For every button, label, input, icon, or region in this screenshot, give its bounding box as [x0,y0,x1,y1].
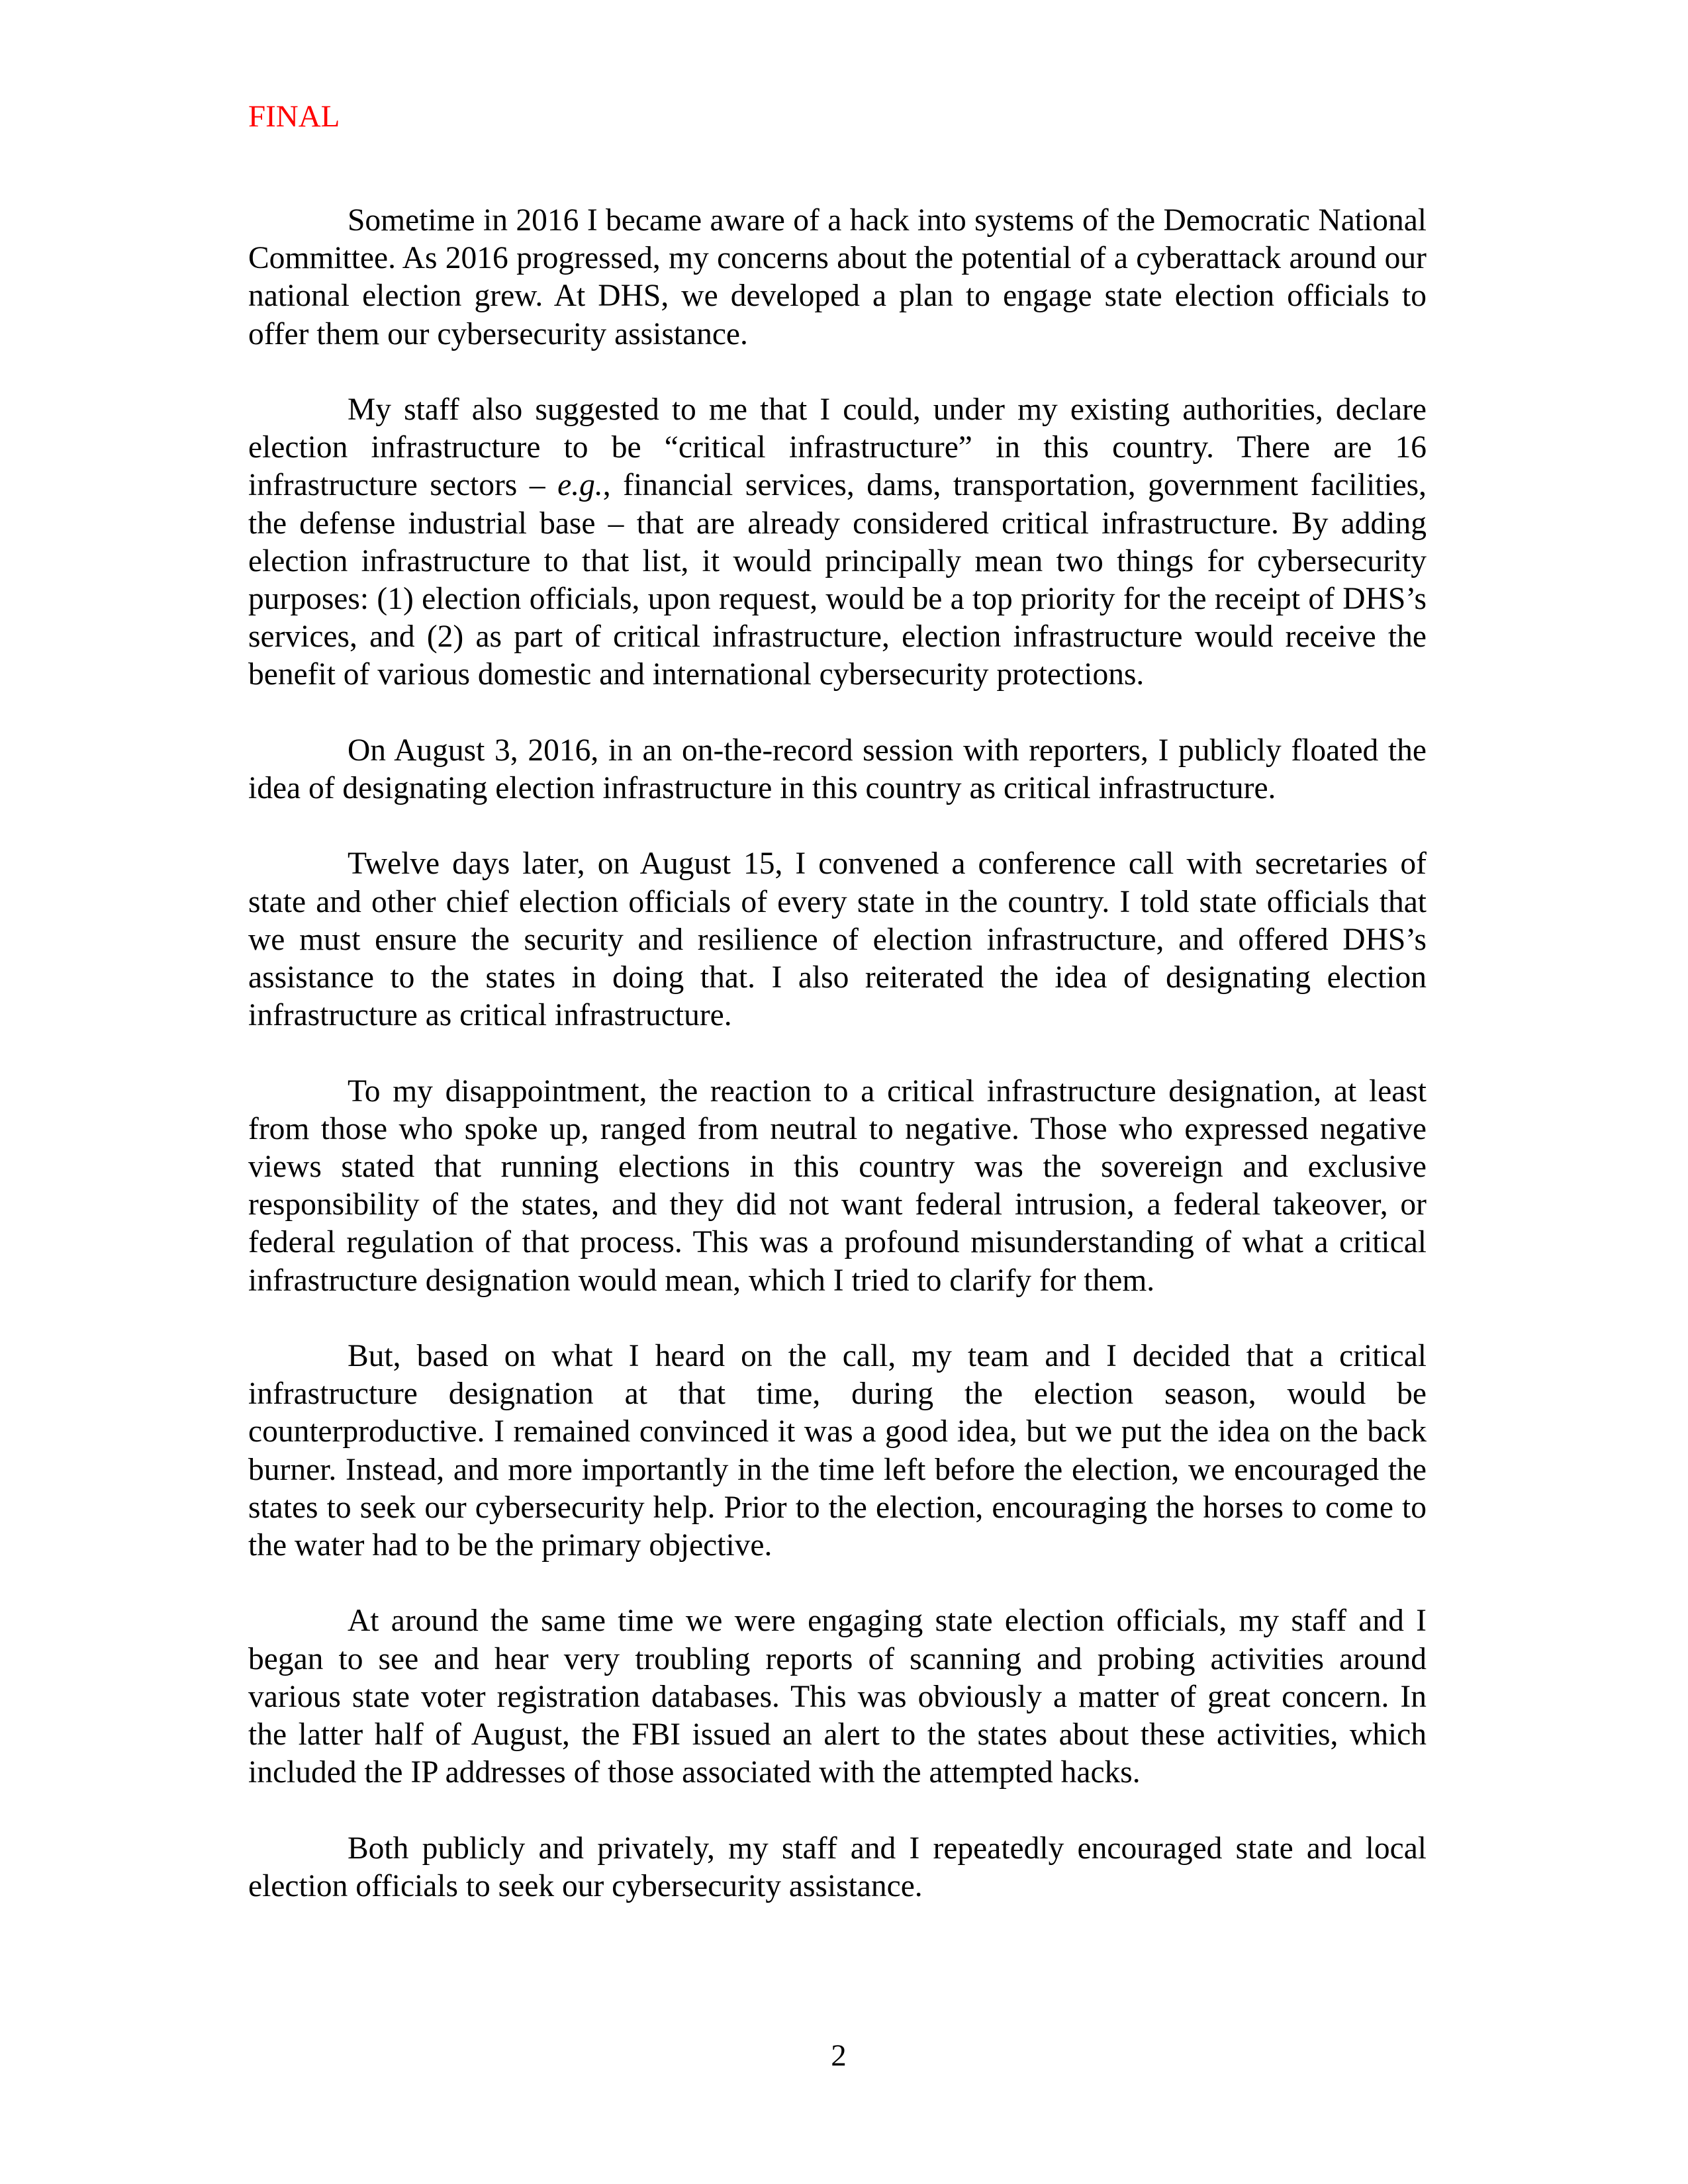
paragraph-text: Both publicly and privately, my staff and I repeatedly encouraged state and local election officials to seek our cybersecurity assistance. [248,1831,1427,1903]
paragraph-scanning-probing [248,1602,1427,1792]
page-number [0,2037,1688,2075]
italic-eg: e.g. [557,468,603,503]
paragraph-text: On August 3, 2016, in an on-the-record session with reporters, I publicly floated the idea of designating election infrastructure in this country as critical infrastructure. [248,733,1427,806]
paragraph-text: To my disappointment, the reaction to a critical infrastructure designation, at least from those who spoke up, ranged from neutral to negative. Those who expressed negative views stated that running elections in this country was the sovereign and exclusive responsibility of the states, and they did not want federal intrusion, a federal takeover, or federal regulation of that process. This was a profound misunderstanding of what a critical infrastructure designation would mean, which I tried to clarify for them. [248,1073,1427,1298]
paragraph-text: But, based on what I heard on the call, my team and I decided that a critical infrastructure designation at that time, during the election season, would be counterproductive. I remained convinced it was a good idea, but we put the idea on the back burner. Instead, and more importantly in the time left before the election, we encouraged the states to seek our cybersecurity help. Prior to the election, encouraging the horses to come to the water had to be the primary objective. [248,1339,1427,1563]
paragraph-august-15 [248,845,1427,1034]
paragraph-text: Sometime in 2016 I became aware of a hack into systems of the Democratic National Committee. As 2016 progressed, my concerns about the potential of a cyberattack around our national election grew. At DHS, we developed a plan to engage state election officials to offer them our cybersecurity assistance. [248,203,1427,351]
paragraph-back-burner [248,1338,1427,1565]
paragraph-text: My staff also suggested to me that I could, under my existing authorities, declare election infrastructure to be “critical infrastructure” in this country. There are 16 infrastructure sectors – [248,392,1427,503]
paragraph-disappointment [248,1073,1427,1300]
paragraph-text: At around the same time we were engaging state election officials, my staff and I began to see and hear very troubling reports of scanning and probing activities around various state voter registration databases. This was obviously a matter of great concern. In the latter half of August, the FBI issued an alert to the states about these activities, which included the IP addresses of those associated with the attempted hacks. [248,1604,1427,1790]
paragraph-august-3 [248,732,1427,807]
paragraph-critical-infrastructure [248,391,1427,694]
paragraph-encouraged-assistance [248,1830,1427,1905]
page-number-text: 2 [831,2038,847,2073]
paragraph-text: , financial services, dams, transportation, government facilities, the defense industrial base – that are already considered critical infrastructure. By adding election infrastructure to that list, it would principally mean two things for cybersecurity purposes: (1) election officials, upon request, would be a top priority for the receipt of DHS’s services, and (2) as part of critical infrastructure, election infrastructure would receive the benefit of various domestic and international cybersecurity protections. [248,468,1427,692]
final-status-mark: FINAL [248,99,340,134]
body-text [248,202,1427,1905]
paragraph-dnc-hack [248,202,1427,353]
paragraph-text: Twelve days later, on August 15, I convened a conference call with secretaries of state and other chief election officials of every state in the country. I told state officials that we must ensure the security and resilience of election infrastructure, and offered DHS’s assistance to the states in doing that. I also reiterated the idea of designating election infrastructure as critical infrastructure. [248,846,1427,1033]
